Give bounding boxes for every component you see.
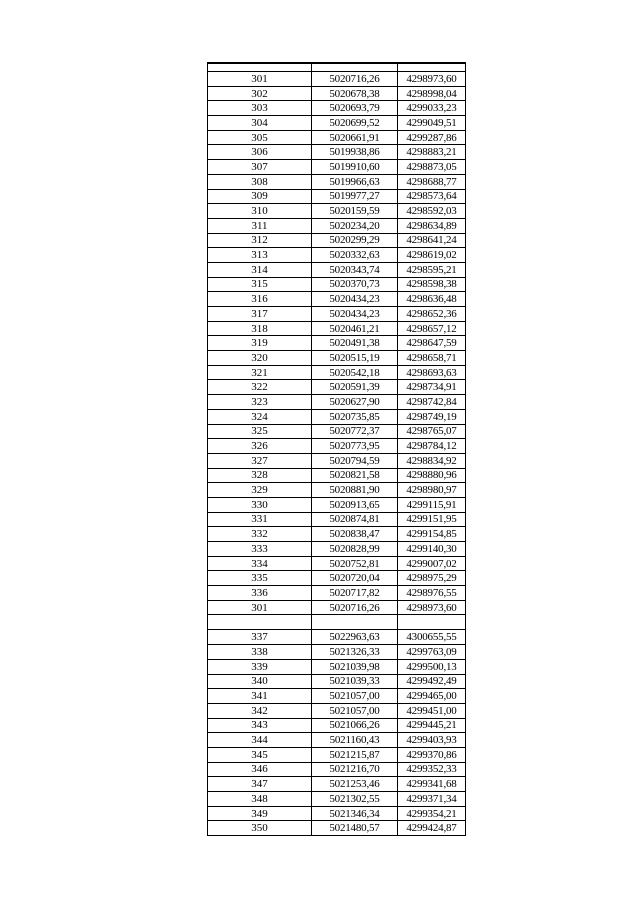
coordinates-table — [207, 62, 466, 836]
table-row — [208, 747, 466, 762]
y-coordinate-cell: 4298595,21 — [398, 262, 466, 277]
x-coordinate-cell: 5021039,98 — [312, 659, 398, 674]
point-number-cell: 314 — [208, 262, 312, 277]
point-number-cell: 310 — [208, 204, 312, 219]
x-coordinate-cell: 5020434,23 — [312, 292, 398, 307]
point-number-cell: 307 — [208, 160, 312, 175]
header-cell-x — [312, 63, 398, 72]
table-header-row — [208, 63, 466, 72]
point-number-cell: 322 — [208, 380, 312, 395]
y-coordinate-cell: 4300655,55 — [398, 630, 466, 645]
y-coordinate-cell: 4298880,96 — [398, 468, 466, 483]
point-number-cell: 337 — [208, 630, 312, 645]
x-coordinate-cell: 5021215,87 — [312, 747, 398, 762]
y-coordinate-cell: 4298634,89 — [398, 218, 466, 233]
table-row — [208, 307, 466, 322]
table-row — [208, 792, 466, 807]
y-coordinate-cell: 4299445,21 — [398, 718, 466, 733]
table-row — [208, 733, 466, 748]
point-number-cell: 333 — [208, 542, 312, 557]
y-coordinate-cell: 4299370,86 — [398, 747, 466, 762]
table-row — [208, 586, 466, 601]
y-coordinate-cell: 4299763,09 — [398, 645, 466, 660]
table-row — [208, 395, 466, 410]
table-row — [208, 689, 466, 704]
table-row — [208, 497, 466, 512]
y-coordinate-cell: 4299115,91 — [398, 497, 466, 512]
y-coordinate-cell: 4298873,05 — [398, 160, 466, 175]
point-number-cell: 311 — [208, 218, 312, 233]
point-number-cell: 318 — [208, 321, 312, 336]
point-number-cell: 345 — [208, 747, 312, 762]
y-coordinate-cell: 4298652,36 — [398, 307, 466, 322]
table-row — [208, 189, 466, 204]
x-coordinate-cell — [312, 615, 398, 630]
table-row — [208, 160, 466, 175]
y-coordinate-cell: 4298688,77 — [398, 174, 466, 189]
y-coordinate-cell: 4299151,95 — [398, 512, 466, 527]
x-coordinate-cell: 5020699,52 — [312, 116, 398, 131]
table-row — [208, 262, 466, 277]
y-coordinate-cell: 4299465,00 — [398, 689, 466, 704]
y-coordinate-cell: 4298658,71 — [398, 351, 466, 366]
x-coordinate-cell: 5021326,33 — [312, 645, 398, 660]
table-row — [208, 556, 466, 571]
point-number-cell: 304 — [208, 116, 312, 131]
table-row — [208, 116, 466, 131]
point-number-cell: 302 — [208, 86, 312, 101]
table-row — [208, 483, 466, 498]
point-number-cell: 350 — [208, 821, 312, 836]
x-coordinate-cell: 5020515,19 — [312, 351, 398, 366]
table-row — [208, 659, 466, 674]
table-row — [208, 703, 466, 718]
point-number-cell: 325 — [208, 424, 312, 439]
x-coordinate-cell: 5021039,33 — [312, 674, 398, 689]
y-coordinate-cell: 4298834,92 — [398, 453, 466, 468]
y-coordinate-cell: 4298598,38 — [398, 277, 466, 292]
table-row — [208, 512, 466, 527]
table-row — [208, 351, 466, 366]
point-number-cell: 327 — [208, 453, 312, 468]
table-row — [208, 409, 466, 424]
y-coordinate-cell: 4299341,68 — [398, 777, 466, 792]
y-coordinate-cell: 4299352,33 — [398, 762, 466, 777]
x-coordinate-cell: 5019910,60 — [312, 160, 398, 175]
y-coordinate-cell: 4298765,07 — [398, 424, 466, 439]
point-number-cell: 316 — [208, 292, 312, 307]
x-coordinate-cell: 5021302,55 — [312, 792, 398, 807]
y-coordinate-cell: 4299500,13 — [398, 659, 466, 674]
point-number-cell: 347 — [208, 777, 312, 792]
x-coordinate-cell: 5020591,39 — [312, 380, 398, 395]
y-coordinate-cell: 4298734,91 — [398, 380, 466, 395]
x-coordinate-cell: 5020542,18 — [312, 365, 398, 380]
point-number-cell: 323 — [208, 395, 312, 410]
point-number-cell: 303 — [208, 101, 312, 116]
point-number-cell: 339 — [208, 659, 312, 674]
table-row — [208, 86, 466, 101]
x-coordinate-cell: 5020661,91 — [312, 130, 398, 145]
y-coordinate-cell: 4298592,03 — [398, 204, 466, 219]
table-row — [208, 365, 466, 380]
table-row — [208, 542, 466, 557]
table-row — [208, 527, 466, 542]
point-number-cell: 305 — [208, 130, 312, 145]
point-number-cell: 309 — [208, 189, 312, 204]
table-spacer-row — [208, 615, 466, 630]
y-coordinate-cell: 4299007,02 — [398, 556, 466, 571]
x-coordinate-cell: 5020234,20 — [312, 218, 398, 233]
point-number-cell: 320 — [208, 351, 312, 366]
x-coordinate-cell: 5020821,58 — [312, 468, 398, 483]
x-coordinate-cell: 5019938,86 — [312, 145, 398, 160]
point-number-cell: 346 — [208, 762, 312, 777]
x-coordinate-cell: 5020370,73 — [312, 277, 398, 292]
point-number-cell: 335 — [208, 571, 312, 586]
x-coordinate-cell: 5020332,63 — [312, 248, 398, 263]
x-coordinate-cell: 5020913,65 — [312, 497, 398, 512]
y-coordinate-cell: 4298647,59 — [398, 336, 466, 351]
point-number-cell: 342 — [208, 703, 312, 718]
x-coordinate-cell: 5020752,81 — [312, 556, 398, 571]
table-row — [208, 424, 466, 439]
point-number-cell: 336 — [208, 586, 312, 601]
y-coordinate-cell: 4298619,02 — [398, 248, 466, 263]
point-number-cell: 331 — [208, 512, 312, 527]
point-number-cell: 313 — [208, 248, 312, 263]
y-coordinate-cell: 4298998,04 — [398, 86, 466, 101]
table-row — [208, 630, 466, 645]
y-coordinate-cell: 4299451,00 — [398, 703, 466, 718]
point-number-cell: 306 — [208, 145, 312, 160]
y-coordinate-cell: 4299492,49 — [398, 674, 466, 689]
x-coordinate-cell: 5020735,85 — [312, 409, 398, 424]
y-coordinate-cell: 4298636,48 — [398, 292, 466, 307]
y-coordinate-cell: 4298657,12 — [398, 321, 466, 336]
table-row — [208, 145, 466, 160]
point-number-cell: 343 — [208, 718, 312, 733]
table-row — [208, 453, 466, 468]
x-coordinate-cell: 5020716,26 — [312, 600, 398, 615]
y-coordinate-cell: 4298976,55 — [398, 586, 466, 601]
x-coordinate-cell: 5020434,23 — [312, 307, 398, 322]
x-coordinate-cell: 5020461,21 — [312, 321, 398, 336]
x-coordinate-cell: 5022963,63 — [312, 630, 398, 645]
x-coordinate-cell: 5020159,59 — [312, 204, 398, 219]
x-coordinate-cell: 5020773,95 — [312, 439, 398, 454]
point-number-cell: 344 — [208, 733, 312, 748]
header-cell-point — [208, 63, 312, 72]
point-number-cell: 317 — [208, 307, 312, 322]
x-coordinate-cell: 5021160,43 — [312, 733, 398, 748]
point-number-cell: 301 — [208, 600, 312, 615]
point-number-cell: 330 — [208, 497, 312, 512]
point-number-cell: 315 — [208, 277, 312, 292]
x-coordinate-cell: 5020717,82 — [312, 586, 398, 601]
table-row — [208, 336, 466, 351]
y-coordinate-cell: 4298973,60 — [398, 72, 466, 87]
y-coordinate-cell: 4299033,23 — [398, 101, 466, 116]
table-row — [208, 248, 466, 263]
table-row — [208, 380, 466, 395]
y-coordinate-cell: 4298975,29 — [398, 571, 466, 586]
x-coordinate-cell: 5020720,04 — [312, 571, 398, 586]
x-coordinate-cell: 5020881,90 — [312, 483, 398, 498]
table-row — [208, 600, 466, 615]
y-coordinate-cell: 4299287,86 — [398, 130, 466, 145]
point-number-cell: 301 — [208, 72, 312, 87]
point-number-cell: 324 — [208, 409, 312, 424]
y-coordinate-cell — [398, 615, 466, 630]
point-number-cell — [208, 615, 312, 630]
x-coordinate-cell: 5020828,99 — [312, 542, 398, 557]
point-number-cell: 340 — [208, 674, 312, 689]
x-coordinate-cell: 5020838,47 — [312, 527, 398, 542]
y-coordinate-cell: 4299424,87 — [398, 821, 466, 836]
x-coordinate-cell: 5020693,79 — [312, 101, 398, 116]
x-coordinate-cell: 5021057,00 — [312, 689, 398, 704]
point-number-cell: 319 — [208, 336, 312, 351]
table-row — [208, 468, 466, 483]
y-coordinate-cell: 4298973,60 — [398, 600, 466, 615]
table-row — [208, 174, 466, 189]
table-row — [208, 72, 466, 87]
header-cell-y — [398, 63, 466, 72]
y-coordinate-cell: 4298883,21 — [398, 145, 466, 160]
x-coordinate-cell: 5019966,63 — [312, 174, 398, 189]
x-coordinate-cell: 5020627,90 — [312, 395, 398, 410]
x-coordinate-cell: 5020343,74 — [312, 262, 398, 277]
coordinates-table-body — [208, 63, 466, 836]
x-coordinate-cell: 5020678,38 — [312, 86, 398, 101]
y-coordinate-cell: 4298693,63 — [398, 365, 466, 380]
table-row — [208, 674, 466, 689]
point-number-cell: 326 — [208, 439, 312, 454]
point-number-cell: 338 — [208, 645, 312, 660]
point-number-cell: 308 — [208, 174, 312, 189]
y-coordinate-cell: 4299403,93 — [398, 733, 466, 748]
point-number-cell: 348 — [208, 792, 312, 807]
y-coordinate-cell: 4298641,24 — [398, 233, 466, 248]
table-row — [208, 204, 466, 219]
table-row — [208, 292, 466, 307]
x-coordinate-cell: 5019977,27 — [312, 189, 398, 204]
y-coordinate-cell: 4298784,12 — [398, 439, 466, 454]
point-number-cell: 334 — [208, 556, 312, 571]
x-coordinate-cell: 5020299,29 — [312, 233, 398, 248]
y-coordinate-cell: 4299154,85 — [398, 527, 466, 542]
x-coordinate-cell: 5020772,37 — [312, 424, 398, 439]
table-row — [208, 777, 466, 792]
point-number-cell: 329 — [208, 483, 312, 498]
table-row — [208, 762, 466, 777]
y-coordinate-cell: 4299140,30 — [398, 542, 466, 557]
x-coordinate-cell: 5020874,81 — [312, 512, 398, 527]
x-coordinate-cell: 5020491,38 — [312, 336, 398, 351]
table-row — [208, 218, 466, 233]
y-coordinate-cell: 4299354,21 — [398, 806, 466, 821]
point-number-cell: 321 — [208, 365, 312, 380]
point-number-cell: 312 — [208, 233, 312, 248]
x-coordinate-cell: 5021253,46 — [312, 777, 398, 792]
table-row — [208, 571, 466, 586]
coordinates-table-container — [207, 62, 466, 836]
x-coordinate-cell: 5020716,26 — [312, 72, 398, 87]
point-number-cell: 328 — [208, 468, 312, 483]
table-row — [208, 439, 466, 454]
y-coordinate-cell: 4298573,64 — [398, 189, 466, 204]
x-coordinate-cell: 5021216,70 — [312, 762, 398, 777]
x-coordinate-cell: 5021066,26 — [312, 718, 398, 733]
table-row — [208, 130, 466, 145]
x-coordinate-cell: 5021057,00 — [312, 703, 398, 718]
x-coordinate-cell: 5021480,57 — [312, 821, 398, 836]
y-coordinate-cell: 4298980,97 — [398, 483, 466, 498]
point-number-cell: 332 — [208, 527, 312, 542]
x-coordinate-cell: 5021346,34 — [312, 806, 398, 821]
y-coordinate-cell: 4298742,84 — [398, 395, 466, 410]
y-coordinate-cell: 4299049,51 — [398, 116, 466, 131]
table-row — [208, 277, 466, 292]
table-row — [208, 645, 466, 660]
table-row — [208, 233, 466, 248]
x-coordinate-cell: 5020794,59 — [312, 453, 398, 468]
table-row — [208, 806, 466, 821]
table-row — [208, 718, 466, 733]
y-coordinate-cell: 4299371,34 — [398, 792, 466, 807]
table-row — [208, 101, 466, 116]
table-row — [208, 821, 466, 836]
y-coordinate-cell: 4298749,19 — [398, 409, 466, 424]
table-row — [208, 321, 466, 336]
point-number-cell: 349 — [208, 806, 312, 821]
point-number-cell: 341 — [208, 689, 312, 704]
